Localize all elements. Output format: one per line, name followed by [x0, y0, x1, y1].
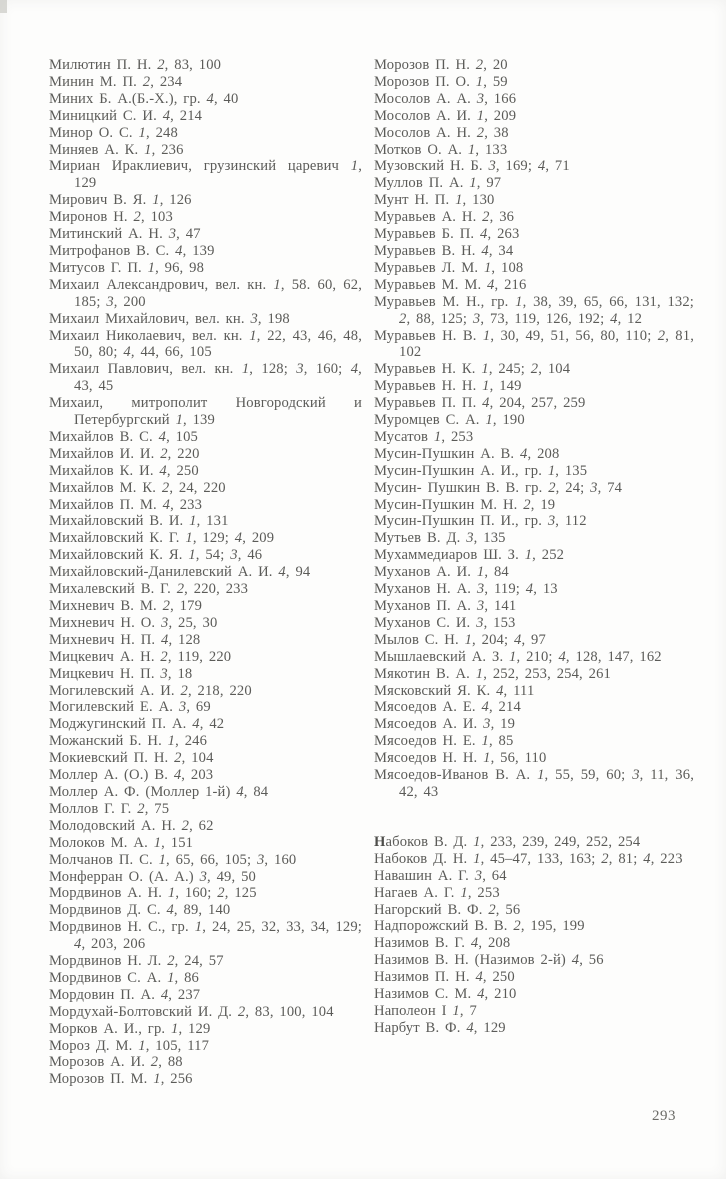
index-entry: Муравьев Н. Н. 1, 149 [374, 378, 522, 395]
index-entry: Мусин-Пушкин П. И., гр. 3, 112 [374, 513, 587, 530]
index-entry: Муравьев П. П. 4, 204, 257, 259 [374, 395, 586, 412]
index-entry: Набоков В. Д. 1, 233, 239, 249, 252, 254 [374, 833, 641, 850]
index-entry: Мицкевич Н. П. 3, 18 [49, 665, 193, 682]
index-group [374, 57, 694, 801]
index-entry: Мусин- Пушкин В. В. гр. 2, 24; 3, 74 [374, 479, 623, 496]
index-entry: Моллер А. (О.) В. 4, 203 [49, 767, 214, 784]
index-entry: Митинский А. Н. 3, 47 [49, 226, 201, 243]
index-entry: Назимов В. Г. 4, 208 [374, 935, 511, 952]
index-entry: Михневич В. М. 2, 179 [49, 598, 203, 614]
index-entry: Муллов П. А. 1, 97 [374, 175, 502, 192]
index-entry: Муханов С. И. 3, 153 [374, 614, 516, 631]
index-entry: Музовский Н. Б. 3, 169; 4, 71 [374, 158, 570, 175]
index-entry: Назимов П. Н. 4, 250 [374, 969, 515, 986]
index-entry: Михайловский В. И. 1, 131 [49, 513, 229, 530]
index-entry: Михалевский В. Г. 2, 220, 233 [49, 581, 249, 598]
index-entry: Михаил Александрович, вел. кн. 1, 58. 60, 62, 185; 3, 200 [49, 276, 362, 310]
index-entry: Морков А. И., гр. 1, 129 [49, 1020, 211, 1037]
index-entry: Моллов Г. Г. 2, 75 [49, 800, 170, 817]
scan-artifact [0, 0, 7, 13]
index-entry: Монферран О. (А. А.) 3, 49, 50 [49, 868, 256, 885]
index-entry: Мордвинов Н. Л. 2, 24, 57 [49, 953, 224, 970]
index-entry: Мокиевский П. Н. 2, 104 [49, 750, 214, 767]
index-entry: Муравьев Н. К. 1, 245; 2, 104 [374, 361, 571, 378]
index-entry: Муравьев В. Н. 4, 34 [374, 242, 514, 259]
index-entry: Морозов П. Н. 2, 20 [374, 57, 508, 73]
index-entry: Мякотин В. А. 1, 252, 253, 254, 261 [374, 665, 611, 682]
index-entry: Назимов В. Н. (Назимов 2-й) 4, 56 [374, 952, 604, 969]
index-entry: Мотков О. А. 1, 133 [374, 141, 508, 158]
index-entry: Мордвинов С. А. 1, 86 [49, 969, 200, 986]
index-entry: Михайлов И. И. 2, 220 [49, 445, 200, 462]
index-entry: Мицкевич А. Н. 2, 119, 220 [49, 648, 232, 665]
index-entry: Мирович В. Я. 1, 126 [49, 192, 192, 209]
index-entry: Митрофанов В. С. 4, 139 [49, 242, 215, 259]
index-entry: Муромцев С. А. 1, 190 [374, 412, 525, 429]
index-entry: Нарбут В. Ф. 4, 129 [374, 1019, 506, 1036]
index-entry: Морозов П. М. 1, 256 [49, 1071, 193, 1088]
index-entry: Можанский Б. Н. 1, 246 [49, 733, 208, 750]
index-entry: Надпорожский В. В. 2, 195, 199 [374, 918, 585, 935]
index-entry: Моджугинский П. А. 4, 42 [49, 716, 225, 733]
index-entry: Муханов Н. А. 3, 119; 4, 13 [374, 581, 558, 598]
index-entry: Нагаев А. Г. 1, 253 [374, 884, 500, 901]
index-entry: Морозов А. И. 2, 88 [49, 1054, 183, 1071]
index-entry: Муравьев Б. П. 4, 263 [374, 226, 520, 243]
index-entry: Могилевский Е. А. 3, 69 [49, 699, 211, 716]
index-entry: Нагорский В. Ф. 2, 56 [374, 901, 521, 918]
index-entry: Михайлов В. С. 4, 105 [49, 428, 198, 445]
page-number: 293 [652, 1108, 676, 1124]
index-group [374, 834, 694, 1037]
index-group [49, 57, 362, 1088]
index-entry: Мусин-Пушкин А. И., гр. 1, 135 [374, 462, 588, 479]
index-entry: Набоков Д. Н. 1, 45–47, 133, 163; 2, 81; 4, 223 [374, 850, 683, 867]
index-entry: Молчанов П. С. 1, 65, 66, 105; 3, 160 [49, 851, 297, 868]
index-entry: Мусатов 1, 253 [374, 428, 474, 445]
index-entry: Назимов С. М. 4, 210 [374, 986, 517, 1003]
index-entry: Михайлов К. И. 4, 250 [49, 462, 199, 479]
index-entry: Наполеон I 1, 7 [374, 1002, 477, 1019]
index-entry: Муравьев Л. М. 1, 108 [374, 259, 524, 276]
index-entry: Мышлаевский А. З. 1, 210; 4, 128, 147, 162 [374, 648, 662, 665]
index-entry: Миницкий С. И. 4, 214 [49, 107, 203, 124]
index-entry: Мясоедов А. Е. 4, 214 [374, 699, 521, 716]
index-entry: Мириан Ираклиевич, грузинский царевич 1, 129 [49, 158, 362, 192]
index-entry: Михневич Н. О. 3, 25, 30 [49, 614, 218, 631]
index-entry: Мосолов А. А. 3, 166 [374, 90, 517, 107]
index-entry: Мосолов А. Н. 2, 38 [374, 124, 509, 141]
index-entry: Михаил Николаевич, вел. кн. 1, 22, 43, 46, 48, 50, 80; 4, 44, 66, 105 [49, 327, 362, 361]
index-entry: Мясоедов А. И. 3, 19 [374, 716, 516, 733]
index-entry: Моллер А. Ф. (Моллер 1-й) 4, 84 [49, 783, 269, 800]
index-entry: Мусин-Пушкин М. Н. 2, 19 [374, 496, 556, 513]
index-column-right [374, 57, 694, 1037]
index-entry: Молодовский А. Н. 2, 62 [49, 817, 214, 834]
index-entry: Михайловский К. Я. 1, 54; 3, 46 [49, 547, 263, 564]
index-entry: Муханов А. И. 1, 84 [374, 564, 509, 581]
index-entry: Михаил Павлович, вел. кн. 1, 128; 3, 160; 4, 43, 45 [49, 361, 362, 395]
index-entry: Михайлов П. М. 4, 233 [49, 496, 203, 513]
index-entry: Навашин А. Г. 3, 64 [374, 867, 507, 884]
index-entry: Минор О. С. 1, 248 [49, 124, 178, 141]
index-entry: Михайлов М. К. 2, 24, 220 [49, 479, 226, 496]
index-entry: Мясоедов Н. Н. 1, 56, 110 [374, 750, 547, 767]
index-entry: Миняев А. К. 1, 236 [49, 141, 184, 158]
index-entry: Миних Б. А.(Б.-Х.), гр. 4, 40 [49, 90, 239, 107]
index-entry: Муханов П. А. 3, 141 [374, 598, 517, 614]
index-entry: Минин М. П. 2, 234 [49, 73, 183, 90]
index-entry: Мясоедов Н. Е. 1, 85 [374, 733, 514, 750]
index-entry: Мосолов А. И. 1, 209 [374, 107, 517, 124]
index-entry: Михайловский К. Г. 1, 129; 4, 209 [49, 530, 275, 547]
index-entry: Михайловский-Данилевский А. И. 4, 94 [49, 564, 311, 581]
index-entry: Мордвинов Н. С., гр. 1, 24, 25, 32, 33, 34, 129; 4, 203, 206 [49, 919, 362, 953]
index-entry: Муравьев М. М. 4, 216 [374, 276, 527, 293]
index-column-left [49, 57, 362, 1088]
index-entry: Молоков М. А. 1, 151 [49, 834, 194, 851]
index-entry: Миронов Н. 2, 103 [49, 209, 173, 226]
index-entry: Муравьев А. Н. 2, 36 [374, 209, 515, 226]
index-entry: Мордовин П. А. 4, 237 [49, 986, 201, 1003]
index-entry: Мухаммедиаров Ш. З. 1, 252 [374, 547, 565, 564]
index-entry: Михаил, митрополит Новгородский и Петербургский 1, 139 [49, 395, 362, 429]
index-entry: Муравьев Н. В. 1, 30, 49, 51, 56, 80, 110; 2, 81, 102 [374, 327, 694, 361]
index-entry: Михаил Михайлович, вел. кн. 3, 198 [49, 310, 290, 327]
index-entry: Мясоедов-Иванов В. А. 1, 55, 59, 60; 3, 11, 36, 42, 43 [374, 767, 694, 800]
index-entry: Морозов П. О. 1, 59 [374, 73, 508, 90]
index-entry: Милютин П. Н. 2, 83, 100 [49, 57, 222, 73]
index-entry: Муравьев М. Н., гр. 1, 38, 39, 65, 66, 131, 132; 2, 88, 125; 3, 73, 119, 126, 192; 4, 12 [374, 293, 694, 327]
index-entry: Мордухай-Болтовский И. Д. 2, 83, 100, 104 [49, 1003, 334, 1020]
index-entry: Мордвинов Д. С. 4, 89, 140 [49, 902, 231, 919]
index-entry: Митусов Г. П. 1, 96, 98 [49, 259, 205, 276]
index-entry: Мылов С. Н. 1, 204; 4, 97 [374, 631, 546, 648]
index-entry: Мунт Н. П. 1, 130 [374, 192, 495, 209]
index-entry: Мутьев В. Д. 3, 135 [374, 530, 506, 547]
index-entry: Мороз Д. М. 1, 105, 117 [49, 1037, 210, 1054]
index-entry: Могилевский А. И. 2, 218, 220 [49, 682, 252, 699]
index-entry: Михневич Н. П. 4, 128 [49, 631, 201, 648]
index-entry: Мясковский Я. К. 4, 111 [374, 682, 535, 699]
index-entry: Мордвинов А. Н. 1, 160; 2, 125 [49, 885, 257, 902]
index-entry: Мусин-Пушкин А. В. 4, 208 [374, 445, 560, 462]
